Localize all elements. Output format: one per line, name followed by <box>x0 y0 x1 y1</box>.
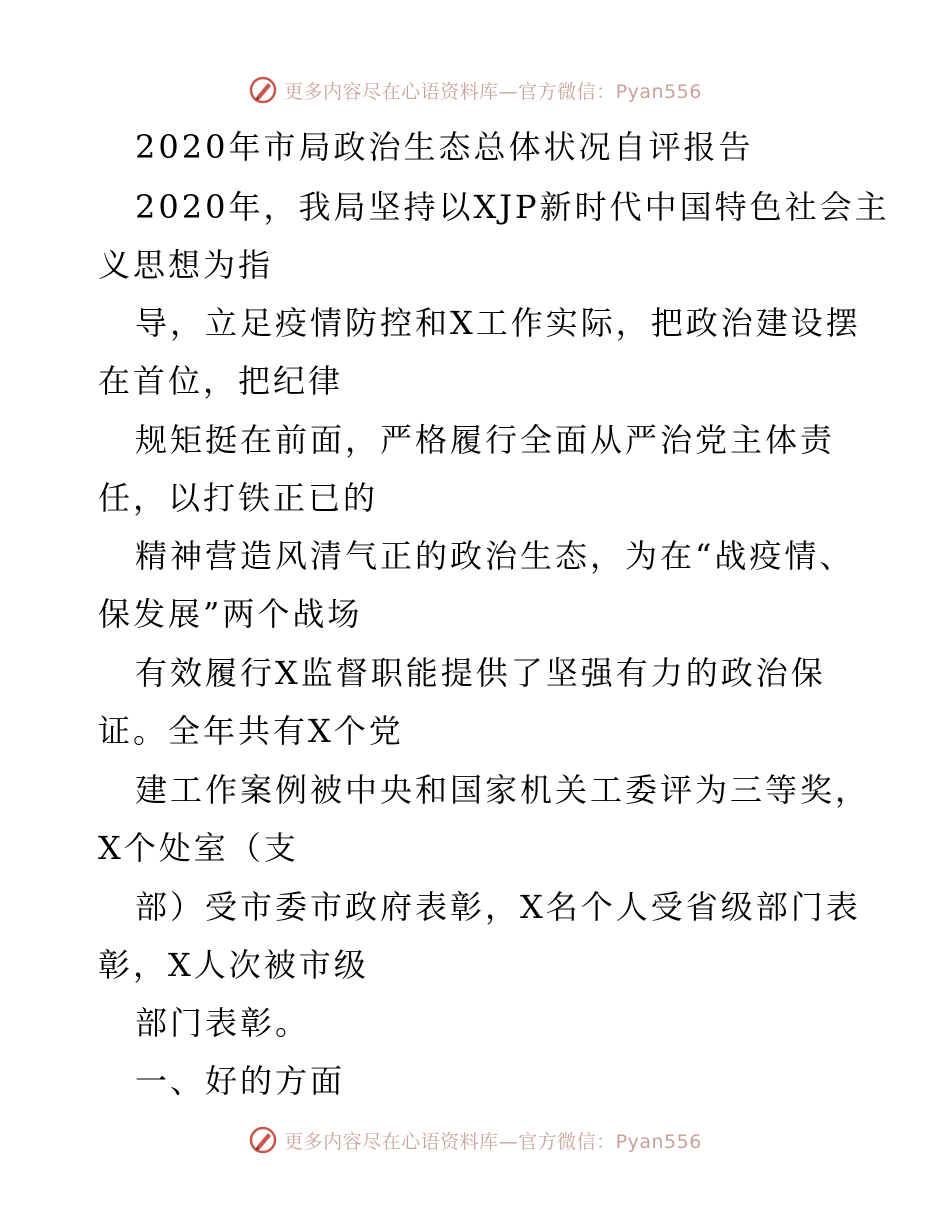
watermark-text: 更多内容尽在心语资料库—官方微信：Pyan556 <box>284 80 702 103</box>
paragraph-line: 导，立足疫情防控和X工作实际，把政治建设摆 <box>135 304 861 342</box>
document-title: 2020年市局政治生态总体状况自评报告 <box>135 128 754 166</box>
paragraph-line: 任，以打铁正已的 <box>98 479 379 517</box>
paragraph-line: 保发展”两个战场 <box>98 595 363 633</box>
paragraph-line: 证。全年共有X个党 <box>98 712 404 750</box>
watermark-text: 更多内容尽在心语资料库—官方微信：Pyan556 <box>284 1130 702 1153</box>
paragraph-line: 义思想为指 <box>98 246 274 284</box>
section-heading: 一、好的方面 <box>135 1062 346 1100</box>
paragraph-line: 部）受市委市政府表彰，X名个人受省级部门表 <box>135 888 861 926</box>
watermark-footer <box>0 1120 950 1160</box>
paragraph-line: X个处室（支 <box>98 829 299 867</box>
paragraph-line: 部门表彰。 <box>135 1004 311 1042</box>
paragraph-line: 有效履行X监督职能提供了坚强有力的政治保 <box>135 654 826 692</box>
paragraph-line: 精神营造风清气正的政治生态，为在“战疫情、 <box>135 537 855 575</box>
paragraph-line: 规矩挺在前面，严格履行全面从严治党主体责 <box>135 421 836 459</box>
paragraph-line: 建工作案例被中央和国家机关工委评为三等奖， <box>135 771 871 809</box>
paragraph-line: 2020年，我局坚持以XJP新时代中国特色社会主 <box>135 188 890 226</box>
paragraph-line: 彰，X人次被市级 <box>98 946 369 984</box>
pen-logo-icon <box>248 1125 278 1155</box>
paragraph-line: 在首位，把纪律 <box>98 362 344 400</box>
